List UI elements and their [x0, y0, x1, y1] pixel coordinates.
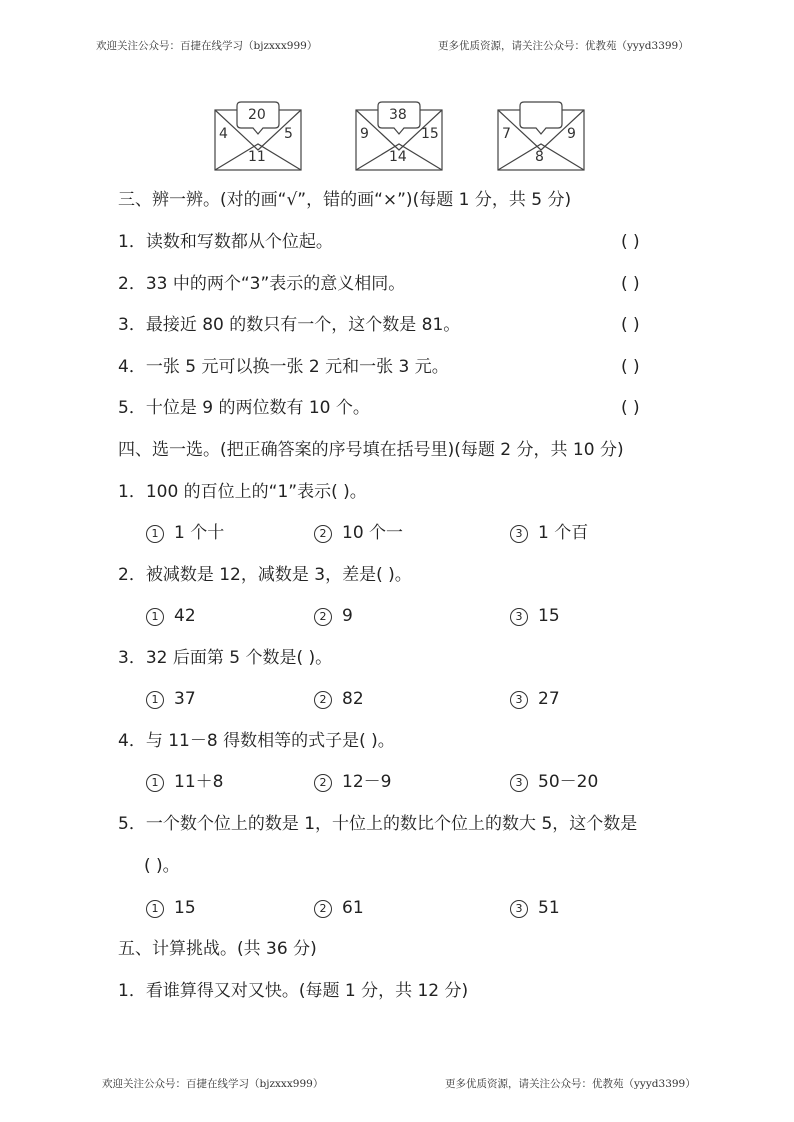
q5-option-2[interactable] — [314, 900, 364, 918]
option-marker: 1 — [146, 608, 164, 626]
question-text: 32 后面第 5 个数是( )。 — [145, 648, 333, 668]
section4-question-5-cont: ( )。 — [144, 856, 180, 876]
item-number: 3． — [118, 315, 146, 335]
question-text: 与 11－8 得数相等的式子是( )。 — [145, 731, 395, 751]
envelope-1-left: 4 — [219, 126, 228, 142]
section3-item-2 — [118, 276, 405, 293]
q5-option-1[interactable] — [146, 900, 196, 918]
option-marker: 3 — [510, 525, 528, 543]
header-right: 更多优质资源，请关注公众号：优教苑（yyyd3399） — [438, 40, 689, 52]
option-text: 51 — [538, 898, 560, 918]
option-text: 15 — [174, 898, 196, 918]
option-marker: 3 — [510, 608, 528, 626]
question-number: 5． — [118, 814, 146, 834]
answer-paren-5[interactable]: ( ) — [621, 398, 640, 418]
envelope-3-left: 7 — [502, 126, 511, 142]
option-text: 37 — [174, 689, 196, 709]
option-text: 9 — [342, 606, 353, 626]
option-text: 82 — [342, 689, 364, 709]
q2-option-3[interactable] — [510, 608, 560, 626]
question-number: 1． — [118, 981, 146, 1001]
envelope-2-bottom: 14 — [389, 149, 407, 165]
answer-paren-1[interactable]: ( ) — [621, 232, 640, 252]
envelope-3-bottom: 8 — [535, 149, 544, 165]
header-left: 欢迎关注公众号：百捷在线学习（bjzxxx999） — [96, 40, 318, 52]
question-number: 4． — [118, 731, 146, 751]
q4-option-2[interactable] — [314, 774, 391, 792]
option-marker: 2 — [314, 774, 332, 792]
envelope-1 — [214, 100, 304, 172]
q2-option-1[interactable] — [146, 608, 196, 626]
section4-question-1 — [118, 484, 367, 501]
item-text: 读数和写数都从个位起。 — [145, 232, 333, 252]
option-marker: 2 — [314, 608, 332, 626]
q1-option-2[interactable] — [314, 525, 403, 543]
question-number: 2． — [118, 565, 146, 585]
envelope-2-left: 9 — [360, 126, 369, 142]
item-number: 4． — [118, 357, 146, 377]
q3-option-1[interactable] — [146, 691, 196, 709]
option-marker: 2 — [314, 525, 332, 543]
option-marker: 2 — [314, 900, 332, 918]
footer-left: 欢迎关注公众号：百捷在线学习（bjzxxx999） — [102, 1078, 324, 1090]
section3-item-1 — [118, 234, 333, 251]
option-text: 15 — [538, 606, 560, 626]
section3-item-5 — [118, 400, 370, 417]
item-text: 33 中的两个“3”表示的意义相同。 — [145, 274, 406, 294]
question-number: 3． — [118, 648, 146, 668]
item-text: 一张 5 元可以换一张 2 元和一张 3 元。 — [145, 357, 449, 377]
answer-paren-2[interactable]: ( ) — [621, 274, 640, 294]
option-text: 50－20 — [538, 772, 599, 792]
q1-option-3[interactable] — [510, 525, 588, 543]
section3-item-4 — [118, 359, 449, 376]
question-text: 被减数是 12，减数是 3，差是( )。 — [145, 565, 412, 585]
option-marker: 1 — [146, 691, 164, 709]
envelope-1-bottom: 11 — [248, 149, 266, 165]
item-text: 最接近 80 的数只有一个，这个数是 81。 — [145, 315, 461, 335]
item-number: 1． — [118, 232, 146, 252]
answer-paren-4[interactable]: ( ) — [621, 357, 640, 377]
item-number: 5． — [118, 398, 146, 418]
option-text: 42 — [174, 606, 196, 626]
option-text: 10 个一 — [342, 523, 404, 543]
option-text: 12－9 — [342, 772, 392, 792]
section3-title: 三、辨一辨。(对的画“√”，错的画“×”)(每题 1 分，共 5 分) — [118, 190, 572, 210]
option-marker: 3 — [510, 774, 528, 792]
q1-option-1[interactable] — [146, 525, 224, 543]
envelope-2 — [355, 100, 445, 172]
section4-title: 四、选一选。(把正确答案的序号填在括号里)(每题 2 分，共 10 分) — [118, 440, 624, 460]
q3-option-2[interactable] — [314, 691, 364, 709]
envelope-2-top: 38 — [389, 107, 407, 123]
section5-question-1 — [118, 983, 468, 1000]
q2-option-2[interactable] — [314, 608, 353, 626]
option-text: 1 个百 — [538, 523, 589, 543]
envelope-1-top: 20 — [248, 107, 266, 123]
option-text: 11＋8 — [174, 772, 224, 792]
question-text: 看谁算得又对又快。(每题 1 分，共 12 分) — [145, 981, 469, 1001]
option-marker: 1 — [146, 900, 164, 918]
section4-question-2 — [118, 567, 412, 584]
option-marker: 3 — [510, 900, 528, 918]
answer-paren-3[interactable]: ( ) — [621, 315, 640, 335]
question-number: 1． — [118, 482, 146, 502]
option-marker: 1 — [146, 774, 164, 792]
envelope-3-right: 9 — [567, 126, 576, 142]
option-text: 1 个十 — [174, 523, 225, 543]
envelope-2-right: 15 — [421, 126, 439, 142]
section4-question-5 — [118, 816, 637, 833]
option-marker: 3 — [510, 691, 528, 709]
option-marker: 2 — [314, 691, 332, 709]
item-number: 2． — [118, 274, 146, 294]
option-text: 61 — [342, 898, 364, 918]
question-text: 100 的百位上的“1”表示( )。 — [145, 482, 367, 502]
section4-question-3 — [118, 650, 332, 667]
footer-right: 更多优质资源，请关注公众号：优教苑（yyyd3399） — [445, 1078, 696, 1090]
q4-option-3[interactable] — [510, 774, 598, 792]
section4-question-4 — [118, 733, 395, 750]
q5-option-3[interactable] — [510, 900, 560, 918]
item-text: 十位是 9 的两位数有 10 个。 — [145, 398, 370, 418]
option-text: 27 — [538, 689, 560, 709]
q3-option-3[interactable] — [510, 691, 560, 709]
q4-option-1[interactable] — [146, 774, 223, 792]
option-marker: 1 — [146, 525, 164, 543]
envelope-3 — [497, 100, 587, 172]
question-text: 一个数个位上的数是 1，十位上的数比个位上的数大 5，这个数是 — [145, 814, 638, 834]
envelope-1-right: 5 — [284, 126, 293, 142]
section5-title: 五、计算挑战。(共 36 分) — [118, 939, 317, 959]
section3-item-3 — [118, 317, 460, 334]
